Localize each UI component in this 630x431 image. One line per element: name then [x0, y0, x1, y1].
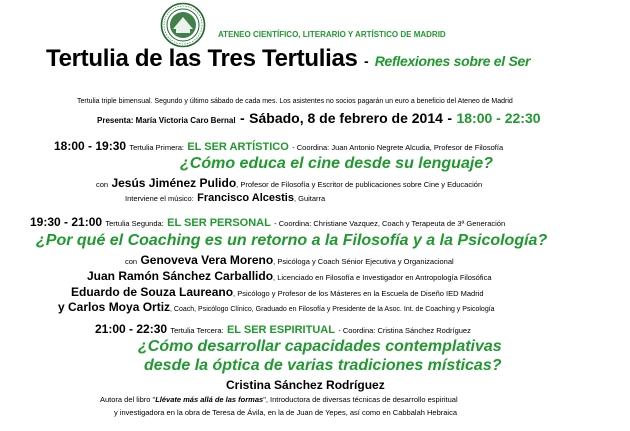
s2-p4-desc: , Coach, Psicólogo Clínico, Graduado en Filosofía y Presidente de la Asoc. Int. de Coaching y Psicología: [170, 306, 495, 313]
event-info: Tertulia triple bimensual. Segundo y último sábado de cada mes. Los asistentes no socios pagarán un euro a beneficio del Ateneo de Madrid: [77, 98, 513, 105]
s2-coord: - Coordina: Christiane Vazquez, Coach y Terapeuta de 3ª Generación: [274, 219, 506, 228]
s3-label: Tertulia Tercera:: [170, 326, 224, 335]
s3-coord: - Coordina: Cristina Sánchez Rodríguez: [338, 326, 471, 335]
s1-music: [125, 190, 325, 204]
ateneo-name: ATENEO CIENTÍFICO, LITERARIO Y ARTÍSTICO DE MADRID: [218, 30, 446, 39]
s1-guest-desc: , Profesor de Filosofía y Escritor de publicaciones sobre Cine y Educación: [236, 180, 483, 189]
ateneo-seal-icon: [160, 2, 206, 48]
event-date-dash: -: [240, 110, 245, 126]
s2-time: 19:30 - 21:00: [30, 215, 103, 229]
s3-header: [95, 322, 471, 336]
presenta-label: Presenta: María Victoria Caro Bernal: [97, 116, 236, 125]
s1-section: EL SER ARTÍSTICO: [187, 141, 289, 153]
s3-bio-a: Autora del libro ": [100, 395, 156, 404]
s1-guest: [96, 176, 482, 190]
s3-guest-name: Cristina Sánchez Rodríguez: [226, 378, 385, 392]
s1-guest-name: Jesús Jiménez Pulido: [111, 176, 237, 190]
s2-p2: [87, 269, 492, 283]
s2-question: ¿Por qué el Coaching es un retorno a la Filosofía y a la Psicología?: [36, 232, 548, 249]
event-title-line: [46, 45, 530, 73]
s1-music-name: Francisco Alcestis: [197, 192, 294, 204]
s2-p4-name: y Carlos Moya Ortiz: [58, 300, 171, 314]
s2-p1: [125, 253, 454, 267]
s2-p2-name: Juan Ramón Sánchez Carballido: [87, 269, 274, 283]
s3-time: 21:00 - 22:30: [95, 322, 168, 336]
event-subtitle: Reflexiones sobre el Ser: [374, 53, 531, 69]
s1-music-label: Interviene el músico:: [125, 194, 194, 203]
s3-question-l2: desde la óptica de varias tradiciones místicas?: [144, 357, 502, 374]
s2-p3: [71, 285, 484, 299]
event-time-dash: -: [447, 110, 453, 126]
event-time: 18:00 - 22:30: [456, 110, 541, 126]
s3-section: EL SER ESPIRITUAL: [226, 324, 335, 336]
event-title: Tertulia de las Tres Tertulias: [46, 45, 358, 72]
s1-question: ¿Cómo educa el cine desde su lenguaje?: [180, 155, 493, 172]
s1-label: Tertulia Primera:: [129, 143, 184, 152]
s3-bio-l1: [100, 395, 458, 404]
s2-label: Tertulia Segunda:: [105, 219, 164, 228]
s2-p1-name: Genoveva Vera Moreno: [140, 253, 274, 267]
s1-music-desc: , Guitarra: [293, 194, 326, 203]
s2-p1-desc: , Psicóloga y Coach Sénior Ejecutiva y Organizacional: [273, 257, 454, 266]
s1-con: con: [96, 180, 109, 189]
s3-bio-b: ", Introductora de diversas técnicas de desarrollo espiritual: [263, 395, 458, 404]
presenta-line: [97, 110, 541, 128]
s2-section: EL SER PERSONAL: [167, 217, 271, 229]
s3-bio-book: Llévate más allá de las formas: [155, 395, 264, 404]
s1-header: [54, 139, 503, 153]
s1-coord: - Coordina: Juan Antonio Negrete Alcudia, Profesor de Filosofía: [292, 143, 504, 152]
s2-p3-desc: , Psicólogo y Profesor de los Másteres en la Escuela de Diseño IED Madrid: [233, 289, 484, 298]
s2-p4: [58, 300, 495, 314]
s3-question-l1: ¿Cómo desarrollar capacidades contemplativas: [138, 338, 502, 355]
s1-time: 18:00 - 19:30: [54, 139, 127, 153]
s2-p1-con: con: [125, 257, 138, 266]
title-dash: -: [363, 53, 369, 69]
s2-p2-desc: , Licenciado en Filosofía e Investigador en Antropología Filosófica: [273, 273, 492, 282]
s3-bio-l2: y investigadora en la obra de Teresa de Ávila, en la de Juan de Yepes, así como en Cabbalah Hebraica: [114, 408, 458, 417]
s2-header: [30, 215, 505, 229]
s2-p3-name: Eduardo de Souza Laureano: [71, 285, 234, 299]
event-date: Sábado, 8 de febrero de 2014: [249, 110, 443, 126]
